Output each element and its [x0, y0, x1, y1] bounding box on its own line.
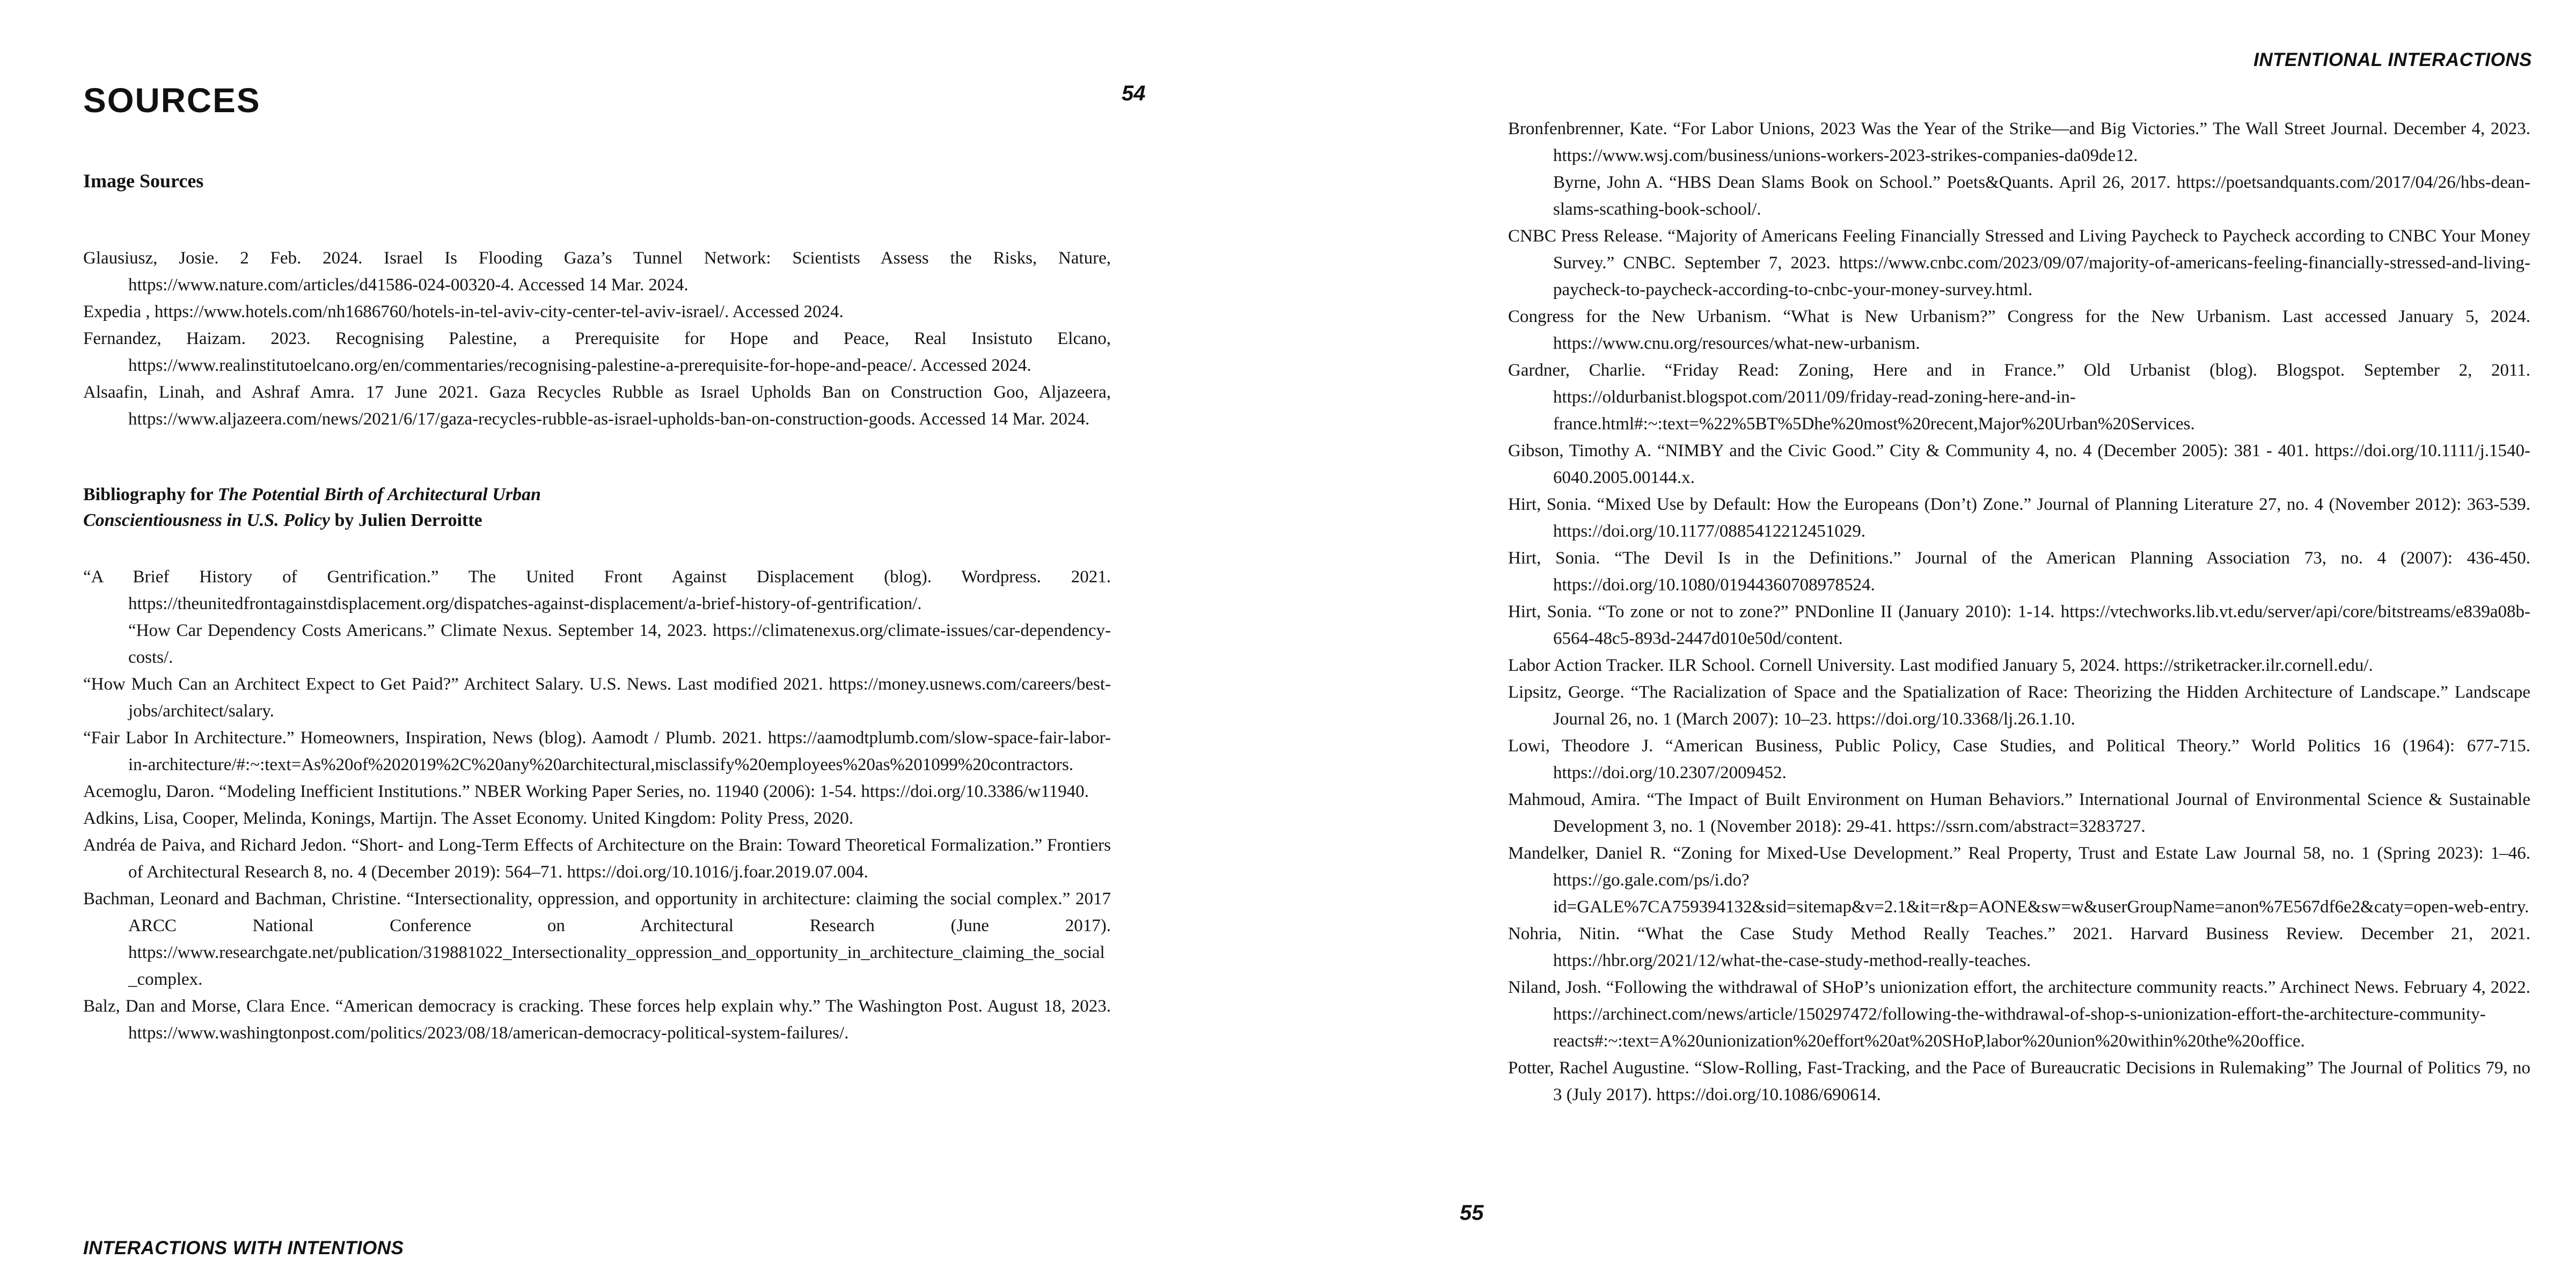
page-number-right: 55	[1460, 1201, 1484, 1225]
citation-entry: Congress for the New Urbanism. “What is New Urbanism?” Congress for the New Urbanism. Last accessed January 5, 2024. https://www.cnu.org/resources/what-new-urbanism.	[1508, 307, 2530, 353]
citation-entry: Lipsitz, George. “The Racialization of Space and the Spatialization of Race: Theorizing the Hidden Architecture of Landscape.” Landscape Journal 26, no. 1 (March 2007): 10–23. https://doi.org/10.3368/lj.26.1.10.	[1508, 683, 2530, 729]
citation-entry: Alsaafin, Linah, and Ashraf Amra. 17 June 2021. Gaza Recycles Rubble as Israel Upholds Ban on Construction Goo, Aljazeera, https://www.aljazeera.com/news/2021/6/17/gaza-recycles-rubble-as-israel-upholds-ban-on-construction-goods. Accessed 14 Mar. 2024.	[83, 383, 1111, 429]
citation-entry: Fernandez, Haizam. 2023. Recognising Palestine, a Prerequisite for Hope and Peace, Real Insistuto Elcano, https://www.realinstitutoelcano.org/en/commentaries/recognising-palestine-a-prerequisite-for-hope-and-peace/. Accessed 2024.	[83, 329, 1111, 375]
citation-entry: Lowi, Theodore J. “American Business, Public Policy, Case Studies, and Political Theory.” World Politics 16 (1964): 677-715. https://doi.org/10.2307/2009452.	[1508, 736, 2530, 782]
citation-entry: “How Much Can an Architect Expect to Get Paid?” Architect Salary. U.S. News. Last modified 2021. https://money.usnews.com/careers/best-jobs/architect/salary.	[83, 675, 1111, 721]
citation-entry: Hirt, Sonia. “Mixed Use by Default: How the Europeans (Don’t) Zone.” Journal of Planning Literature 27, no. 4 (November 2012): 363-539. https://doi.org/10.1177/0885412212451029.	[1508, 495, 2530, 541]
citation-entry: Andréa de Paiva, and Richard Jedon. “Short- and Long-Term Effects of Architecture on the Brain: Toward Theoretical Formalization.” Frontiers of Architectural Research 8, no. 4 (December 2019): 564–71. https://doi.org/10.1016/j.foar.2019.07.004.	[83, 836, 1111, 882]
citation-entry: Potter, Rachel Augustine. “Slow-Rolling, Fast-Tracking, and the Pace of Bureaucratic Decisions in Rulemaking” The Journal of Politics 79, no 3 (July 2017). https://doi.org/10.1086/690614.	[1508, 1058, 2530, 1104]
citation-entry: Bachman, Leonard and Bachman, Christine. “Intersectionality, oppression, and opportunity in architecture: claiming the social complex.” 2017 ARCC National Conference on Architectural Research (June 2017). https://www.researchgate.net/publication/319881022_Intersectionality_oppression_and_opportunity_in_architecture_claiming_the_social_complex.	[83, 889, 1111, 989]
citation-entry: Glausiusz, Josie. 2 Feb. 2024. Israel Is Flooding Gaza’s Tunnel Network: Scientists Assess the Risks, Nature, https://www.nature.com/articles/d41586-024-00320-4. Accessed 14 Mar. 2024.	[83, 248, 1111, 295]
bibliography-heading	[83, 482, 1111, 533]
bibliography-title-line1: The Potential Birth of Architectural Urban	[217, 485, 541, 504]
citation-entry: Balz, Dan and Morse, Clara Ence. “American democracy is cracking. These forces help explain why.” The Washington Post. August 18, 2023. https://www.washingtonpost.com/politics/2023/08/18/american-democracy-political-system-failures/.	[83, 997, 1111, 1043]
citation-entry: Gibson, Timothy A. “NIMBY and the Civic Good.” City & Community 4, no. 4 (December 2005): 381 - 401. https://doi.org/10.1111/j.1540-6040.2005.00144.x.	[1508, 441, 2530, 487]
bibliography-list-continued	[1508, 115, 2530, 1108]
left-page	[83, 80, 1111, 1046]
page-number-left: 54	[1122, 82, 1146, 105]
citation-entry: “A Brief History of Gentrification.” The United Front Against Displacement (blog). Wordpress. 2021. https://theunitedfrontagainstdisplacement.org/dispatches-against-displacement/a-brief-history-of-gentrification/.	[83, 567, 1111, 613]
citation-entry: Mahmoud, Amira. “The Impact of Built Environment on Human Behaviors.” International Journal of Environmental Science & Sustainable Development 3, no. 1 (November 2018): 29-41. https://ssrn.com/abstract=3283727.	[1508, 790, 2530, 836]
citation-entry: Hirt, Sonia. “To zone or not to zone?” PNDonline II (January 2010): 1-14. https://vtechworks.lib.vt.edu/server/api/core/bitstreams/e839a08b-6564-48c5-893d-2447d010e50d/content.	[1508, 602, 2530, 648]
citation-entry: Niland, Josh. “Following the withdrawal of SHoP’s unionization effort, the architecture community reacts.” Archinect News. February 4, 2022. https://archinect.com/news/article/150297472/following-the-withdrawal-of-shop-s-unionization-effort-the-architecture-community-reacts#:~:text=A%20unionization%20effort%20at%20SHoP,labor%20union%20within%20the%20office.	[1508, 978, 2530, 1051]
citation-entry: Mandelker, Daniel R. “Zoning for Mixed-Use Development.” Real Property, Trust and Estate Law Journal 58, no. 1 (Spring 2023): 1–46. https://go.gale.com/ps/i.do?id=GALE%7CA759394132&sid=sitemap&v=2.1&it=r&p=AONE&sw=w&userGroupName=anon%7E567df6e2&caty=open-web-entry.	[1508, 844, 2530, 917]
citation-entry: Acemoglu, Daron. “Modeling Inefficient Institutions.” NBER Working Paper Series, no. 11940 (2006): 1-54. https://doi.org/10.3386/w11940.	[83, 782, 1089, 801]
citation-entry: Byrne, John A. “HBS Dean Slams Book on School.” Poets&Quants. April 26, 2017. https://poetsandquants.com/2017/04/26/hbs-dean-slams-scathing-book-school/.	[1553, 173, 2530, 219]
citation-entry: “Fair Labor In Architecture.” Homeowners, Inspiration, News (blog). Aamodt / Plumb. 2021. https://aamodtplumb.com/slow-space-fair-labor-in-architecture/#:~:text=As%20of%202019%2C%20any%20architectural,misclassify%20employees%20as%201099%20contractors.	[83, 728, 1111, 774]
bibliography-heading-prefix: Bibliography for	[83, 485, 218, 504]
left-running-footer: INTERACTIONS WITH INTENTIONS	[83, 1238, 404, 1258]
bibliography-title-line2: Conscientiousness in U.S. Policy	[83, 510, 331, 530]
citation-entry: Gardner, Charlie. “Friday Read: Zoning, Here and in France.” Old Urbanist (blog). Blogspot. September 2, 2011. https://oldurbanist.blogspot.com/2011/09/friday-read-zoning-here-and-in-france.html#:~:text=%22%5BT%5Dhe%20most%20recent,Major%20Urban%20Services.	[1508, 361, 2530, 434]
right-running-header: INTENTIONAL INTERACTIONS	[2253, 49, 2532, 70]
bibliography-list	[83, 564, 1111, 1046]
citation-entry: Labor Action Tracker. ILR School. Cornell University. Last modified January 5, 2024. https://striketracker.ilr.cornell.edu/.	[1508, 656, 2373, 675]
citation-entry: Nohria, Nitin. “What the Case Study Method Really Teaches.” 2021. Harvard Business Review. December 21, 2021. https://hbr.org/2021/12/what-the-case-study-method-really-teaches.	[1508, 924, 2530, 970]
image-sources-heading: Image Sources	[83, 170, 204, 192]
page-title: SOURCES	[83, 81, 261, 120]
citation-entry: Hirt, Sonia. “The Devil Is in the Definitions.” Journal of the American Planning Association 73, no. 4 (2007): 436-450. https://doi.org/10.1080/01944360708978524.	[1508, 548, 2530, 595]
citation-entry: Expedia , https://www.hotels.com/nh1686760/hotels-in-tel-aviv-city-center-tel-aviv-israel/. Accessed 2024.	[83, 302, 844, 321]
citation-entry: Adkins, Lisa, Cooper, Melinda, Konings, Martijn. The Asset Economy. United Kingdom: Polity Press, 2020.	[83, 809, 854, 828]
image-sources-list	[83, 245, 1111, 433]
right-page	[1508, 115, 2530, 1108]
citation-entry: Bronfenbrenner, Kate. “For Labor Unions, 2023 Was the Year of the Strike—and Big Victories.” The Wall Street Journal. December 4, 2023. https://www.wsj.com/business/unions-workers-2023-strikes-companies-da09de12.	[1508, 119, 2530, 165]
bibliography-heading-suffix: by Julien Derroitte	[330, 510, 482, 530]
citation-entry: “How Car Dependency Costs Americans.” Climate Nexus. September 14, 2023. https://climatenexus.org/climate-issues/car-dependency-costs/.	[128, 621, 1111, 667]
citation-entry: CNBC Press Release. “Majority of Americans Feeling Financially Stressed and Living Paycheck to Paycheck according to CNBC Your Money Survey.” CNBC. September 7, 2023. https://www.cnbc.com/2023/09/07/majority-of-americans-feeling-financially-stressed-and-living-paycheck-to-paycheck-according-to-cnbc-your-money-survey.html.	[1508, 226, 2530, 299]
